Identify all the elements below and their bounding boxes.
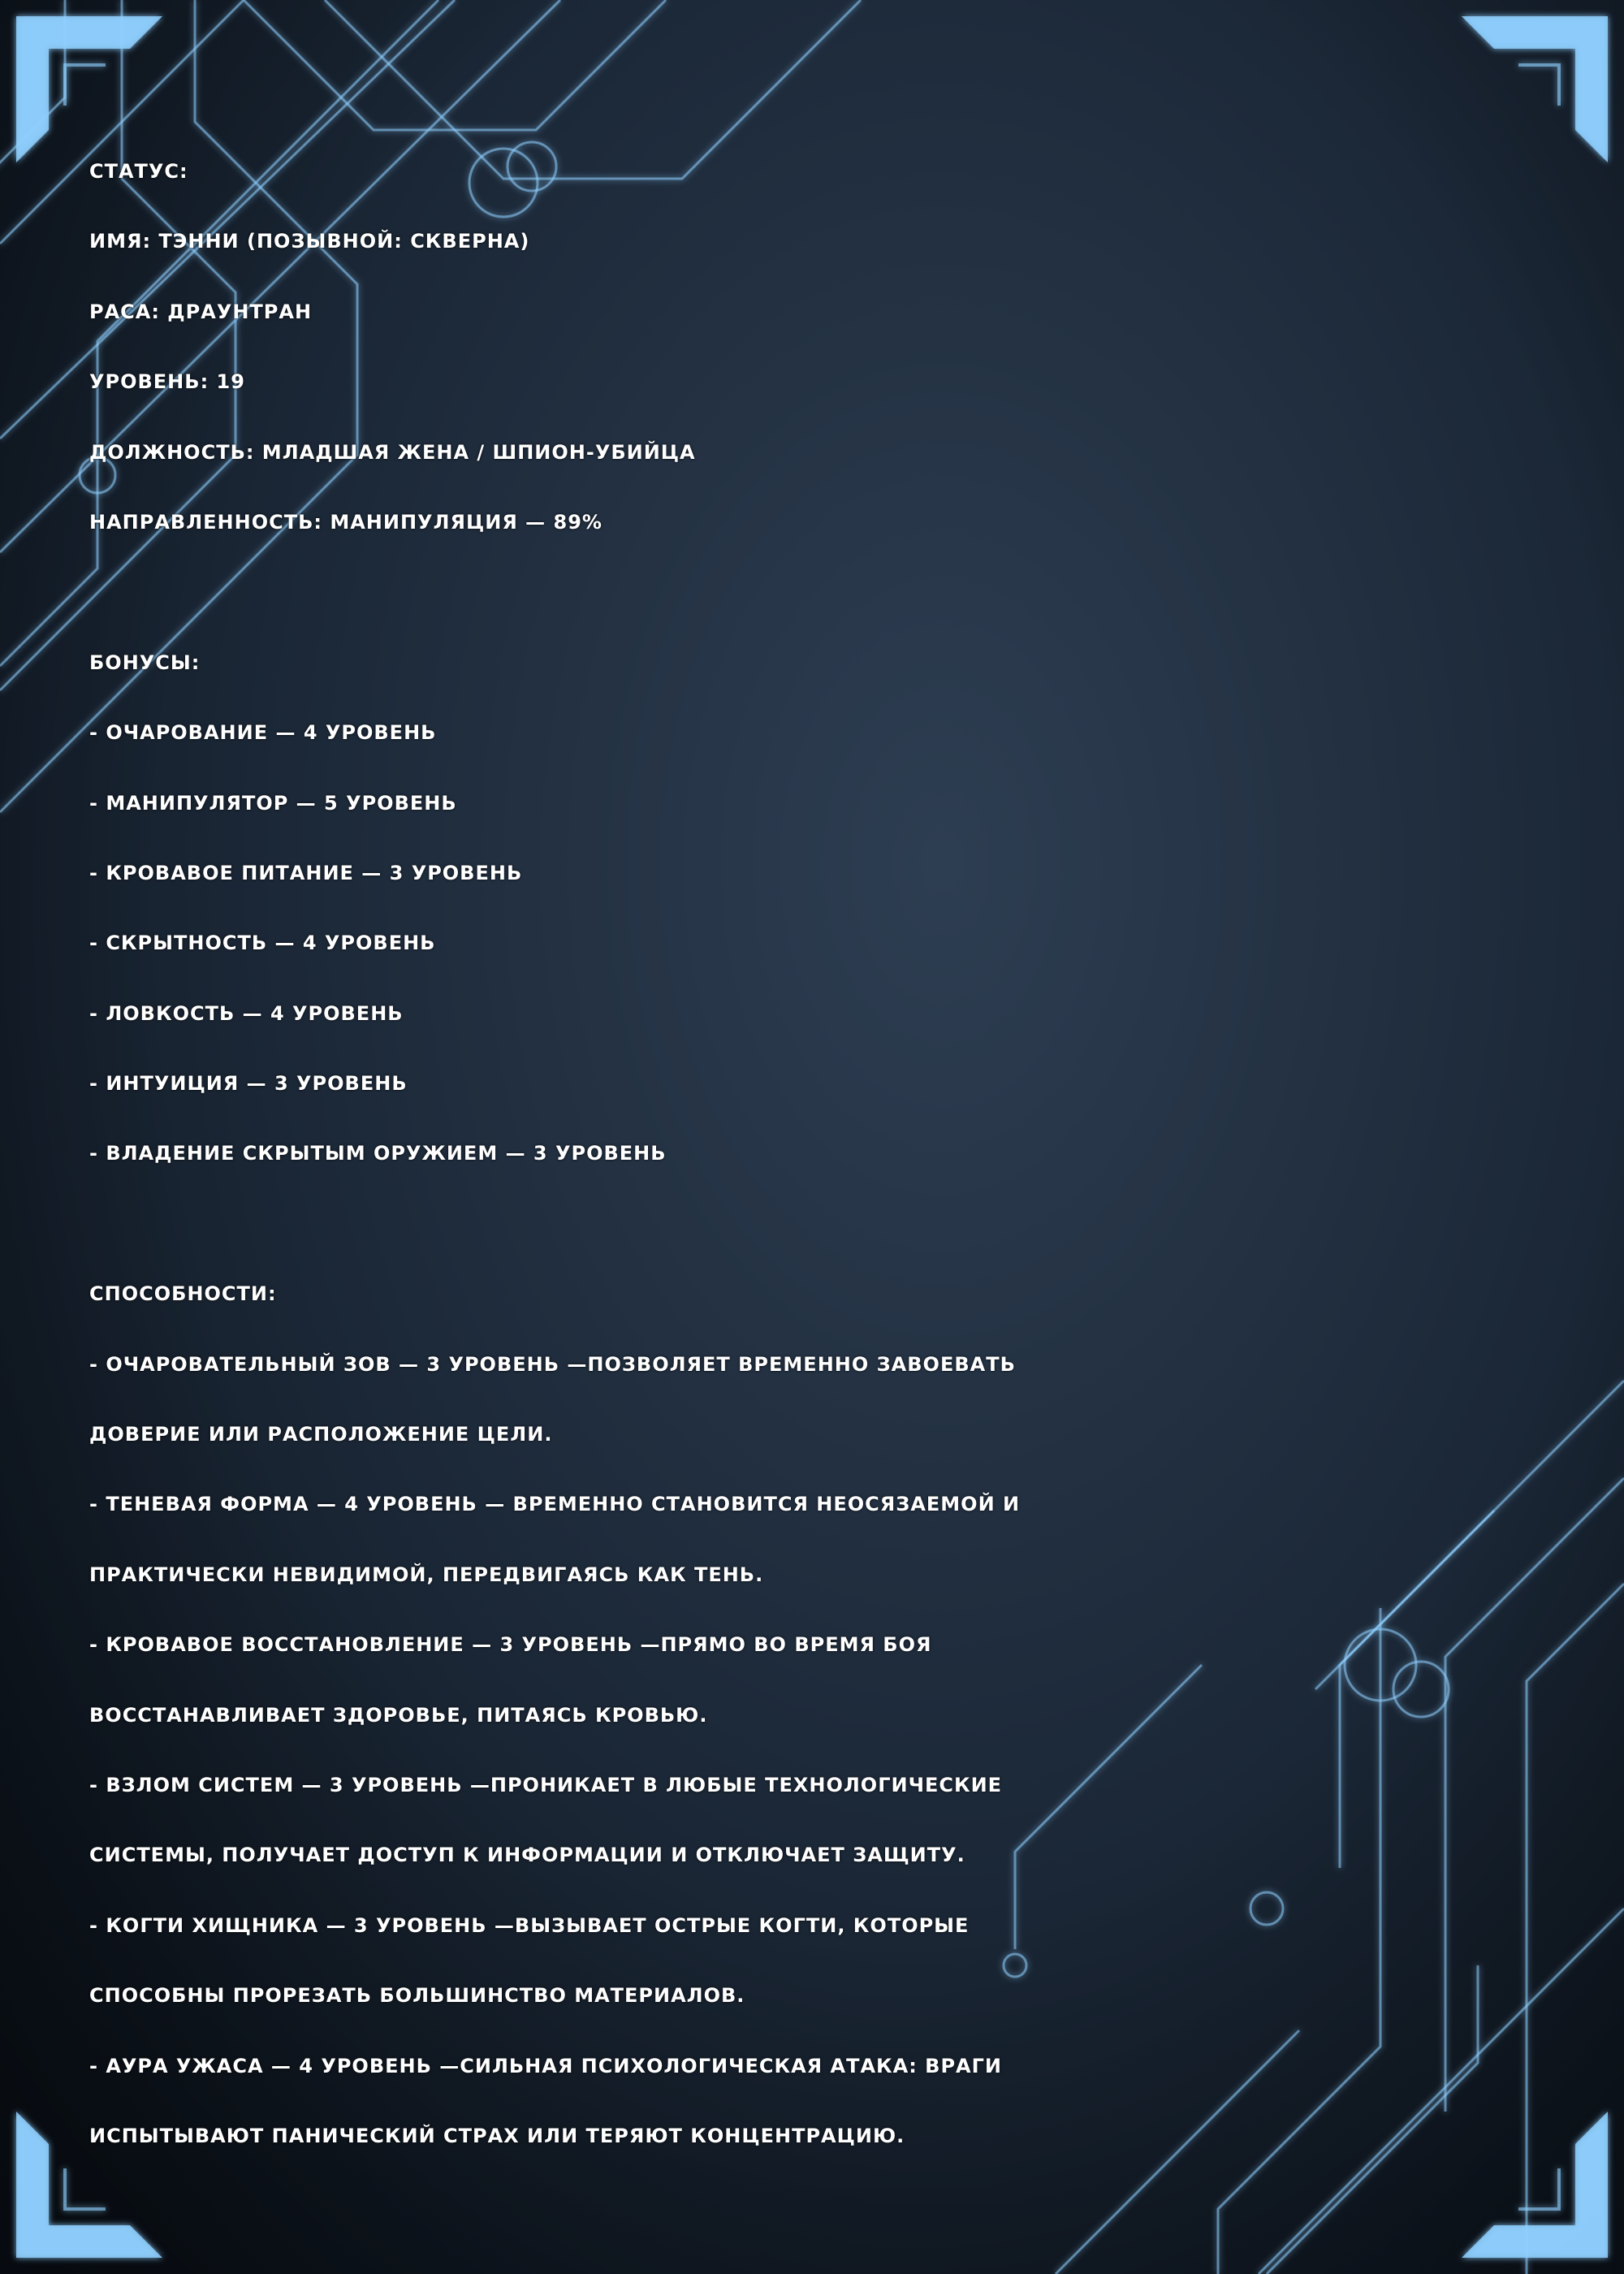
section-spacer — [89, 557, 1551, 627]
bonus-item: - ЛОВКОСТЬ — 4 УРОВЕНЬ — [89, 1001, 404, 1025]
ability-line: - КОГТИ ХИЩНИКА — 3 УРОВЕНЬ —ВЫЗЫВАЕТ ОСТРЫЕ КОГТИ, КОТОРЫЕ — [89, 1913, 970, 1937]
ability-line: ВОССТАНАВЛИВАЕТ ЗДОРОВЬЕ, ПИТАЯСЬ КРОВЬЮ. — [89, 1703, 708, 1727]
bonus-item: - КРОВАВОЕ ПИТАНИЕ — 3 УРОВЕНЬ — [89, 861, 523, 884]
level-line: УРОВЕНЬ: 19 — [89, 370, 245, 394]
bonus-item: - ОЧАРОВАНИЕ — 4 УРОВЕНЬ — [89, 721, 437, 745]
bonus-item: - МАНИПУЛЯТОР — 5 УРОВЕНЬ — [89, 791, 457, 815]
ability-line: - КРОВАВОЕ ВОССТАНОВЛЕНИЕ — 3 УРОВЕНЬ —ПРЯМО ВО ВРЕМЯ БОЯ — [89, 1633, 932, 1657]
bonuses-header: БОНУСЫ: — [89, 651, 201, 674]
ability-line: СИСТЕМЫ, ПОЛУЧАЕТ ДОСТУП К ИНФОРМАЦИИ И ОТКЛЮЧАЕТ ЗАЩИТУ. — [89, 1844, 965, 1867]
character-status-sheet — [89, 136, 1551, 2171]
ability-line: - АУРА УЖАСА — 4 УРОВЕНЬ —СИЛЬНАЯ ПСИХОЛОГИЧЕСКАЯ АТАКА: ВРАГИ — [89, 2054, 1002, 2077]
ability-line: - ОЧАРОВАТЕЛЬНЫЙ ЗОВ — 3 УРОВЕНЬ —ПОЗВОЛЯЕТ ВРЕМЕННО ЗАВОЕВАТЬ — [89, 1352, 1016, 1376]
bonus-item: - СКРЫТНОСТЬ — 4 УРОВЕНЬ — [89, 932, 436, 955]
section-spacer — [89, 1189, 1551, 1259]
abilities-header: СПОСОБНОСТИ: — [89, 1282, 277, 1306]
race-line: РАСА: ДРАУНТРАН — [89, 300, 313, 323]
position-line: ДОЛЖНОСТЬ: МЛАДШАЯ ЖЕНА / ШПИОН-УБИЙЦА — [89, 440, 696, 464]
ability-line: - ВЗЛОМ СИСТЕМ — 3 УРОВЕНЬ —ПРОНИКАЕТ В ЛЮБЫЕ ТЕХНОЛОГИЧЕСКИЕ — [89, 1773, 1003, 1796]
name-line: ИМЯ: ТЭННИ (ПОЗЫВНОЙ: СКВЕРНА) — [89, 230, 530, 253]
ability-line: - ТЕНЕВАЯ ФОРМА — 4 УРОВЕНЬ — ВРЕМЕННО СТАНОВИТСЯ НЕОСЯЗАЕМОЙ И — [89, 1493, 1021, 1516]
ability-line: ДОВЕРИЕ ИЛИ РАСПОЛОЖЕНИЕ ЦЕЛИ. — [89, 1423, 553, 1446]
ability-line: ПРАКТИЧЕСКИ НЕВИДИМОЙ, ПЕРЕДВИГАЯСЬ КАК ТЕНЬ. — [89, 1563, 764, 1586]
status-header: СТАТУС: — [89, 160, 188, 183]
orientation-line: НАПРАВЛЕННОСТЬ: МАНИПУЛЯЦИЯ — 89% — [89, 510, 603, 534]
bonus-item: - ИНТУИЦИЯ — 3 УРОВЕНЬ — [89, 1072, 408, 1096]
ability-line: ИСПЫТЫВАЮТ ПАНИЧЕСКИЙ СТРАХ ИЛИ ТЕРЯЮТ КОНЦЕНТРАЦИЮ. — [89, 2124, 905, 2147]
ability-line: СПОСОБНЫ ПРОРЕЗАТЬ БОЛЬШИНСТВО МАТЕРИАЛОВ. — [89, 1984, 745, 2008]
bonus-item: - ВЛАДЕНИЕ СКРЫТЫМ ОРУЖИЕМ — 3 УРОВЕНЬ — [89, 1142, 667, 1165]
